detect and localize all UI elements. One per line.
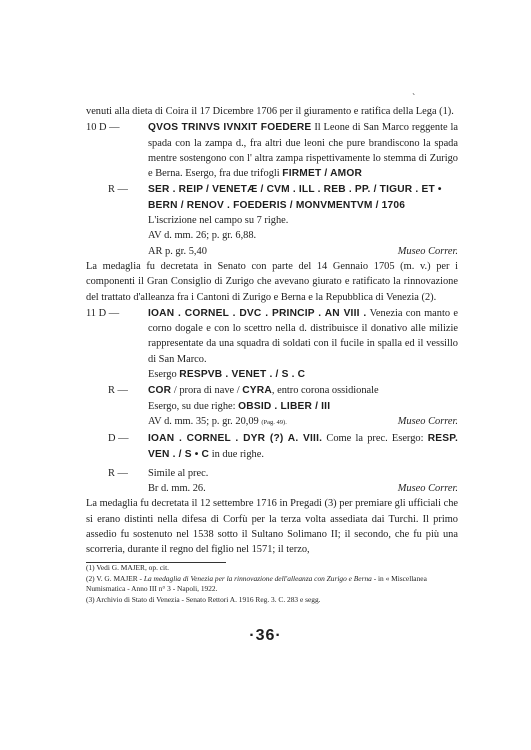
exergue-legend: OBSID . LIBER / III [238,400,331,412]
reverse-text-2: , entro corona ossidionale [271,385,379,397]
footnote-1: (1) Vedi G. MAJER, op. cit. [86,563,170,572]
entry-code: R — [108,184,128,196]
obverse-text: Il Leone di San Marco reggente la spada con la zampa d., fra altri due leoni che pure brandiscono la spada mentre sostengono con l' altra zampa rispettivamente lo stemma di Zurigo e Berna. Esergo, fra due trifogli [148,122,458,180]
obverse-text: Venezia con manto e corno dogale e con lo scettro nella d. distribuisce il donativo alle milizie rappresentate da una squadra di soldati con il fucile in spalla ed il vessillo di San Marco. [148,307,458,365]
entry-description [148,120,458,181]
medal-10-obverse [86,120,458,181]
stray-mark: ` [412,93,416,104]
entry-code: D — [108,433,129,445]
reverse-exergue [148,399,458,414]
entry-code: R — [108,467,128,479]
page-reference: (Pag. 49). [261,418,287,426]
museum-label: Museo Correr. [397,415,458,427]
obverse-legend: IOAN . CORNEL . DVC . PRINCIP . AN VIII . [148,307,367,319]
reverse-bronze-row [148,481,458,496]
reverse-gold: AV d. mm. 26; p. gr. 6,88. [148,230,257,242]
museum-label: Museo Correr. [397,245,458,257]
obverse-text-2: in due righe. [209,448,264,460]
medal-11-obverse [86,306,458,382]
footnote-2-author: (2) V. G. MAJER - [86,573,144,583]
reverse-description [148,383,458,398]
decree-paragraph: La medaglia fu decretata in Senato con parte del 14 Gennaio 1705 (m. v.) per i componenti il Gran Consiglio di Zurigo che avevano giurato e ratificato la rinnovazione del trattato d'alleanza fra i Cantoni di Zurigo e Berna e la Repubblica di Venezia (2). [86,260,458,303]
footnote-2-title: La medaglia di Venezia per la rinnovazione dell'alleanza con Zurigo e Berna [143,573,372,583]
medal-11-reverse [86,383,458,430]
reverse-text: / prora di nave / [171,385,243,397]
reverse-gold-row [148,414,458,430]
page-number: ·36· [249,627,282,644]
reverse-legend: COR [148,385,172,397]
reverse-gold: AV d. mm. 35; p. gr. 20,09 [148,415,259,427]
entry-code: R — [108,385,128,397]
entry-code: 10 D — [86,122,120,134]
entry-description [148,431,458,462]
reverse-note: L'iscrizione nel campo su 7 righe. [148,215,289,227]
medal-11-variant-obverse [86,431,458,462]
medal-10-reverse [86,182,458,258]
intro-paragraph: venuti alla dieta di Coira il 17 Dicembre 1706 per il giuramento e ratifica della Lega (1). [86,106,454,117]
reverse-bronze: Br d. mm. 26. [148,483,206,495]
reverse-legend: SER . REIP / VENETÆ / CVM . ILL . REB . PP. / TIGUR . ET • BERN / RENOV . FOEDERIS / MONVMENTVM / 1706 [148,184,442,211]
page-body [86,104,458,558]
exergue-legend: RESP. VEN . / S • C [148,433,458,460]
exergue-legend: RESPVB . VENET . / S . C [179,369,306,381]
reverse-legend-2: CYRA [242,385,272,397]
medal-11-variant-reverse [86,466,458,497]
museum-label: Museo Correr. [397,483,458,495]
footnote-2-source: - in « Miscellanea Numismatica - Anno III n° 3 - Napoli, 1922. [86,573,427,594]
footnote-2 [86,574,458,595]
reverse-note: Simile al prec. [148,467,209,479]
footnote-3: (3) Archivio di Stato di Venezia - Senato Rettori A. 1916 Reg. 3. C. 283 e segg. [86,594,321,604]
exergue-legend: FIRMET / AMOR [282,168,363,180]
entry-code: 11 D — [86,307,120,319]
exergue-label: Esergo [148,369,180,381]
history-paragraph: La medaglia fu decretata il 12 settembre 1716 in Pregadi (3) per premiare gli ufficiali che si erano distinti nella difesa di Corfù per la terza volta assediata dai Turchi. Il primo assedio fu sostenuto nel 1538 sotto il Sultano Solimano II; il secondo, che fu più una scorreria, durante il regno del figlio nel 1571; il terzo, [86,498,458,556]
exergue-row [148,367,458,382]
reverse-silver-row [148,244,458,259]
obverse-legend: QVOS TRINVS IVNXIT FOEDERE [148,122,312,134]
exergue-label: Esergo, su due righe: [148,400,239,412]
footnotes [86,562,458,605]
obverse-text: Come la prec. Esergo: [322,433,428,445]
obverse-legend: IOAN . CORNEL . DYR (?) A. VIII. [148,433,323,445]
entry-description [148,306,458,367]
reverse-silver: AR p. gr. 5,40 [148,245,207,257]
